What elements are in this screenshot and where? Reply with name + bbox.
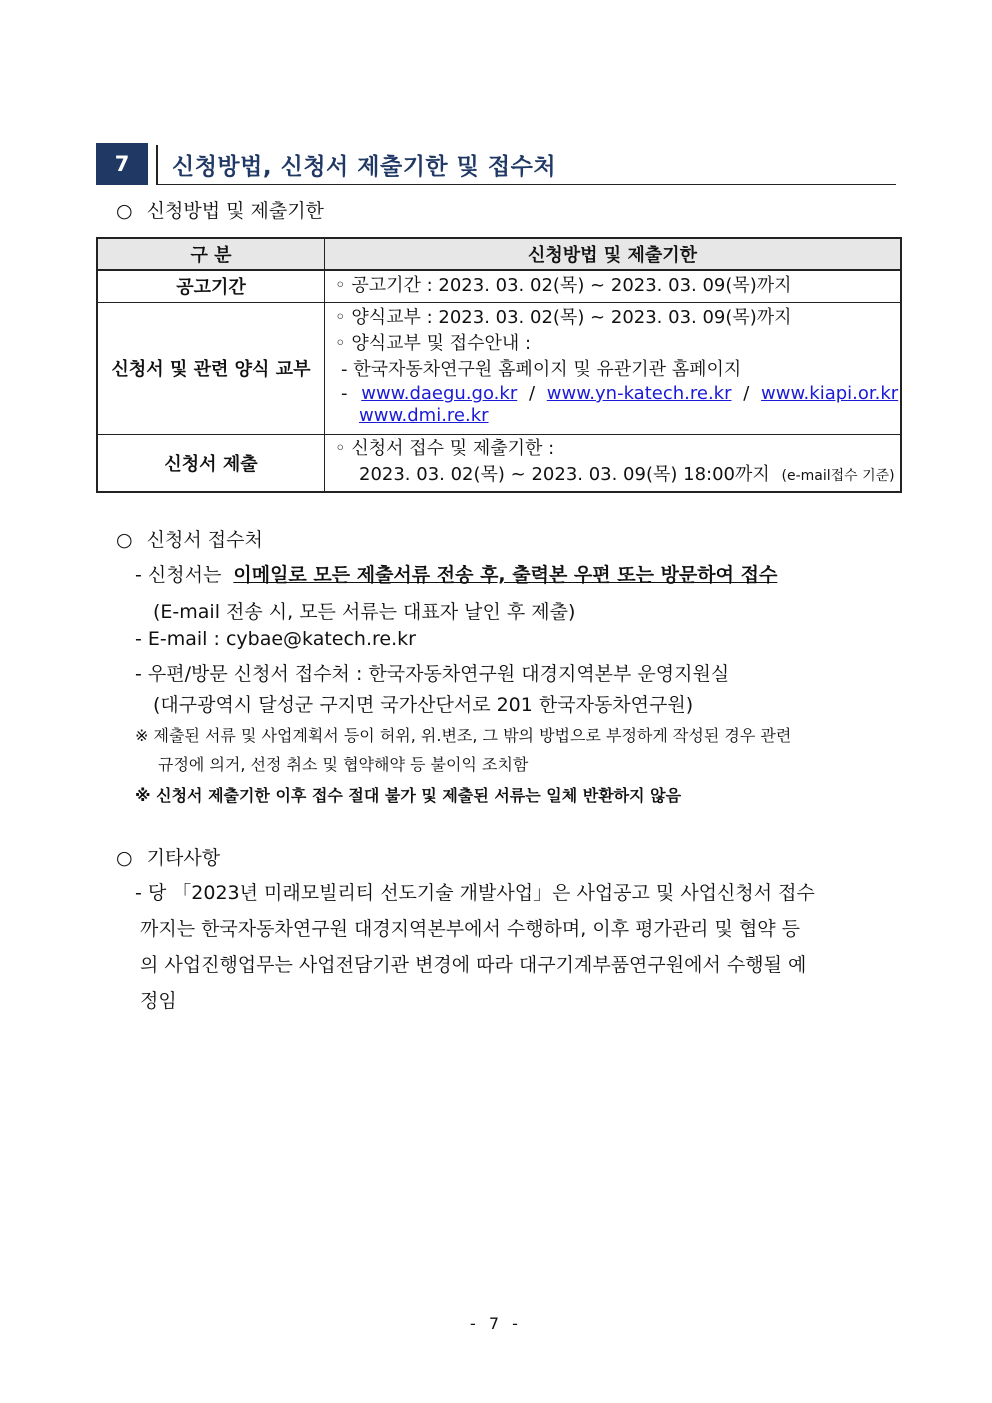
- misc-paragraph-line: - 당 「2023년 미래모빌리티 선도기술 개발사업」은 사업공고 및 사업신청서 접수: [135, 882, 815, 904]
- table-row: [97, 270, 901, 302]
- submission-deadline-dates: [335, 462, 900, 489]
- row-label-form-distribution: 신청서 및 관련 양식 교부: [97, 302, 325, 434]
- subsection-title: 신청서 접수처: [146, 529, 263, 551]
- table-row: [97, 434, 901, 492]
- reception-item-1-cont: (E-mail 전송 시, 모든 서류는 대표자 날인 후 제출): [153, 601, 576, 623]
- submission-period: 2023. 03. 02(목) ~ 2023. 03. 09(목) 18:00까지: [359, 464, 770, 486]
- misc-paragraph-line: 의 사업진행업무는 사업전담기관 변경에 따라 대구기계부품연구원에서 수행될 예: [140, 954, 807, 976]
- row-content-submission: [325, 434, 902, 492]
- section-heading: [96, 143, 896, 187]
- section-title: 신청방법, 신청서 제출기한 및 접수처: [172, 154, 557, 180]
- table-header-method: 신청방법 및 제출기한: [325, 238, 902, 270]
- form-guide-label: ◦ 양식교부 및 접수안내 :: [335, 333, 532, 354]
- subsection-application-method: [116, 196, 324, 223]
- table-header-row: [97, 238, 901, 270]
- section-divider: [156, 145, 158, 185]
- bullet-circle: ○: [116, 200, 133, 222]
- row-label-announcement: 공고기간: [97, 270, 325, 302]
- notice-falsification: ※ 제출된 서류 및 사업계획서 등이 허위, 위.변조, 그 밖의 방법으로 부정하게 작성된 경우 관련: [135, 726, 792, 745]
- row-label-submission: 신청서 제출: [97, 434, 325, 492]
- subsection-reception: [116, 525, 263, 552]
- link-list: [335, 383, 900, 405]
- subsection-title: 신청방법 및 제출기한: [146, 200, 324, 222]
- misc-paragraph-line: 까지는 한국자동차연구원 대경지역본부에서 수행하며, 이후 평가관리 및 협약 등: [140, 918, 801, 940]
- submission-deadline-label: ◦ 신청서 접수 및 제출기한 :: [335, 438, 555, 460]
- subsection-misc: [116, 843, 220, 870]
- row-content-announcement: [325, 270, 902, 302]
- notice-no-return: ※ 신청서 제출기한 이후 접수 절대 불가 및 제출된 서류는 일체 반환하지 않음: [135, 786, 682, 805]
- bullet-circle: ○: [116, 529, 133, 551]
- reception-address-label: - 우편/방문 신청서 접수처 : 한국자동차연구원 대경지역본부 운영지원실: [135, 663, 730, 685]
- section-number-badge: 7: [96, 143, 148, 185]
- submission-basis-note: (e-mail접수 기준): [781, 468, 895, 485]
- link-list-cont: [335, 405, 900, 431]
- table-row: [97, 302, 901, 434]
- notice-falsification-cont: 규정에 의거, 선정 취소 및 협약해약 등 불이익 조치함: [158, 755, 529, 774]
- announcement-period-text: ◦ 공고기간 : 2023. 03. 02(목) ~ 2023. 03. 09(목)까지: [335, 275, 792, 297]
- homepage-note: - 한국자동차연구원 홈페이지 및 유관기관 홈페이지: [341, 359, 742, 380]
- link-separator: /: [743, 383, 750, 404]
- form-distribution-period: ◦ 양식교부 : 2023. 03. 02(목) ~ 2023. 03. 09(목)까지: [335, 307, 792, 328]
- table-header-category: 구 분: [97, 238, 325, 270]
- link-kiapi[interactable]: www.kiapi.or.kr: [761, 383, 899, 404]
- list-dash: -: [341, 383, 348, 404]
- page-number: - 7 -: [470, 1314, 522, 1333]
- link-yn-katech[interactable]: www.yn-katech.re.kr: [546, 383, 732, 404]
- section-underline: [158, 184, 896, 185]
- row-content-form-distribution: [325, 302, 902, 434]
- reception-address: (대구광역시 달성군 구지면 국가산단서로 201 한국자동차연구원): [153, 694, 694, 716]
- link-daegu[interactable]: www.daegu.go.kr: [361, 383, 518, 404]
- misc-paragraph-line: 정임: [140, 990, 177, 1012]
- application-schedule-table: [96, 237, 902, 493]
- reception-item-prefix: - 신청서는: [135, 564, 222, 586]
- reception-item-1: [135, 560, 777, 587]
- link-dmi[interactable]: www.dmi.re.kr: [359, 405, 489, 426]
- reception-email: - E-mail : cybae@katech.re.kr: [135, 628, 416, 650]
- bullet-circle: ○: [116, 847, 133, 869]
- reception-emphasis: 이메일로 모든 제출서류 전송 후, 출력본 우편 또는 방문하여 접수: [233, 564, 778, 586]
- link-separator: /: [528, 383, 536, 404]
- subsection-title: 기타사항: [146, 847, 221, 869]
